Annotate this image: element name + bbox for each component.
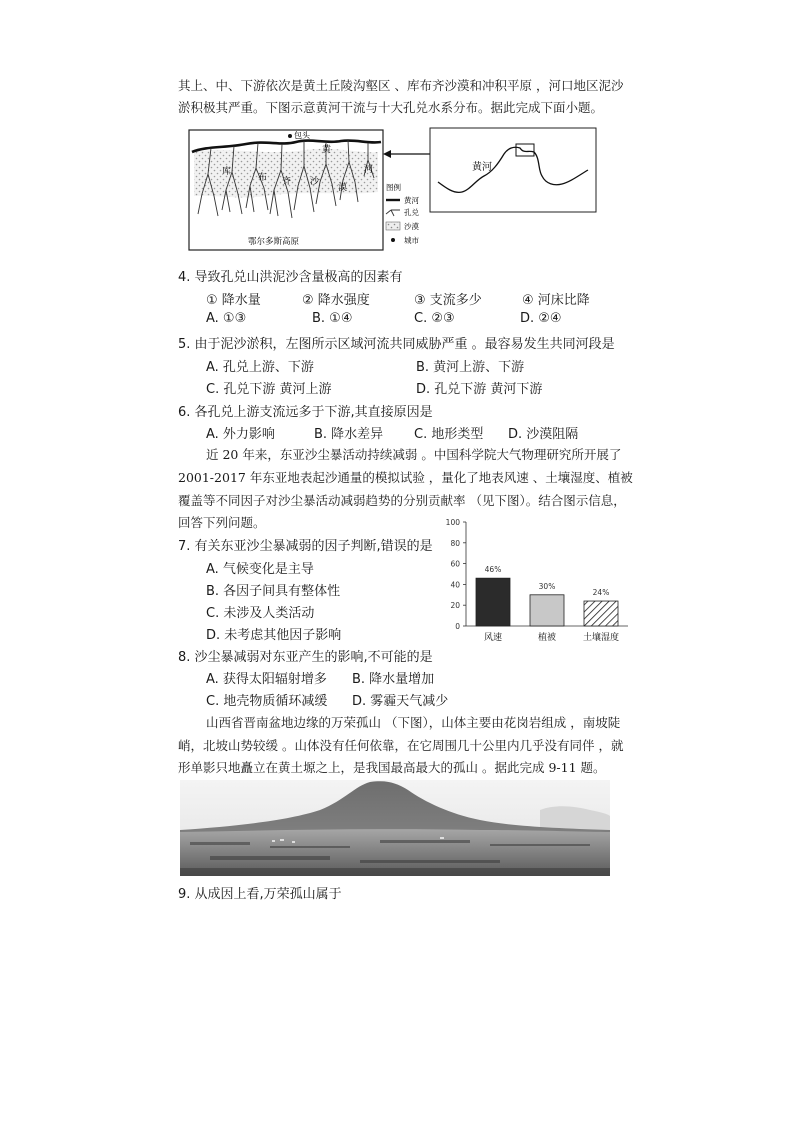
question-8-stem: 8. 沙尘暴减弱对东亚产生的影响,不可能的是 <box>178 650 433 665</box>
y-tick-label: 100 <box>445 518 460 527</box>
q4-item-3: ③ 支流多少 <box>414 293 482 308</box>
q4-choice-a[interactable]: A. ①③ <box>206 311 247 326</box>
legend-river: 黄河 <box>404 196 419 205</box>
map-legend <box>386 182 419 245</box>
q7-choice-c[interactable]: C. 未涉及人类活动 <box>206 606 315 621</box>
y-tick-label: 20 <box>450 601 460 611</box>
question-9-stem: 9. 从成因上看,万荣孤山属于 <box>178 887 342 902</box>
intro2-line4: 回答下列问题。 <box>178 515 266 530</box>
mountain-illustration <box>180 780 610 876</box>
question-5-stem: 5. 由于泥沙淤积，左图所示区域河流共同威胁严重 。最容易发生共同河段是 <box>178 337 615 352</box>
q6-choice-d[interactable]: D. 沙漠阻隔 <box>508 427 579 442</box>
inset-river-label: 黄河 <box>472 162 492 173</box>
plateau-label: 鄂尔多斯高原 <box>248 237 300 247</box>
category-label: 土壤湿度 <box>582 633 620 643</box>
bar-2 <box>530 595 564 626</box>
bar-3 <box>584 601 618 626</box>
intro3-line2: 峭，北坡山势较缓 。山体没有任何依靠，在它周围几十公里内几乎没有同伴 ，就 <box>178 738 624 753</box>
q5-choice-b[interactable]: B. 黄河上游、下游 <box>416 360 525 375</box>
q5-choice-c[interactable]: C. 孔兑下游 黄河上游 <box>206 382 332 397</box>
intro3-line3: 形单影只地矗立在黄土塬之上，是我国最高最大的孤山 。据此完成 9-11 题。 <box>178 760 606 775</box>
q7-choice-b[interactable]: B. 各因子间具有整体性 <box>206 584 341 599</box>
y-tick-label: 0 <box>455 622 460 631</box>
q7-choice-d[interactable]: D. 未考虑其他因子影响 <box>206 628 342 643</box>
q8-choice-a[interactable]: A. 获得太阳辐射增多 <box>206 672 327 687</box>
q6-choice-a[interactable]: A. 外力影响 <box>206 427 275 442</box>
desert-char-5: 漠 <box>338 183 348 193</box>
city-label-baotou: 包头 <box>294 131 310 140</box>
yellow-river-map-figure <box>186 124 598 254</box>
bar-value-label: 30% <box>538 581 556 591</box>
q5-choice-d[interactable]: D. 孔兑下游 黄河下游 <box>416 382 543 397</box>
q4-item-1: ① 降水量 <box>206 293 261 308</box>
legend-desert: 沙漠 <box>404 222 419 231</box>
category-label: 植被 <box>537 633 557 643</box>
legend-kongdui: 孔兑 <box>404 208 419 217</box>
bar-chart-svg <box>436 512 636 652</box>
q4-choice-b[interactable]: B. ①④ <box>312 311 353 326</box>
desert-char-3: 齐 <box>282 177 292 187</box>
intro2-line2: 2001-2017 年东亚地表起沙通量的模拟试验 ，量化了地表风速 、土壤湿度、植被 <box>178 470 633 485</box>
q8-choice-d[interactable]: D. 雾霾天气减少 <box>352 694 449 709</box>
dust-factor-chart <box>436 512 636 652</box>
question-4-stem: 4. 导致孔兑山洪泥沙含量极高的因素有 <box>178 270 403 285</box>
bar-1 <box>476 578 510 626</box>
intro1-line2: 淤积极其严重。下图示意黄河干流与十大孔兑水系分布。据此完成下面小题。 <box>178 100 604 115</box>
river-char-2: 河 <box>364 165 374 175</box>
intro3-line1: 山西省晋南盆地边缘的万荣孤山 （下图），山体主要由花岗岩组成 ，南坡陡 <box>206 715 621 730</box>
q4-choice-d[interactable]: D. ②④ <box>520 311 562 326</box>
q4-item-4: ④ 河床比降 <box>522 293 590 308</box>
desert-char-2: 布 <box>258 173 268 183</box>
q4-item-2: ② 降水强度 <box>302 293 370 308</box>
baotou-city-dot <box>288 134 292 138</box>
question-7-stem: 7. 有关东亚沙尘暴减弱的因子判断,错误的是 <box>178 539 433 554</box>
q6-choice-c[interactable]: C. 地形类型 <box>414 427 484 442</box>
intro2-line1: 近 20 年来，东亚沙尘暴活动持续减弱 。中国科学院大气物理研究所开展了 <box>206 447 622 462</box>
legend-city: 城市 <box>404 236 419 245</box>
yellow-river-map <box>186 124 598 254</box>
category-label: 风速 <box>483 633 503 643</box>
intro2-line3: 覆盖等不同因子对沙尘暴活动减弱趋势的分别贡献率 （见下图）。结合图示信息， <box>178 493 626 508</box>
y-tick-label: 60 <box>450 559 460 569</box>
desert-char-4: 沙 <box>310 177 320 187</box>
y-tick-label: 40 <box>450 580 460 590</box>
q6-choice-b[interactable]: B. 降水差异 <box>314 427 384 442</box>
inset-map-frame <box>430 128 596 212</box>
river-char-1: 黄 <box>322 145 332 155</box>
bar-value-label: 24% <box>592 588 610 598</box>
desert-char-1: 库 <box>222 167 232 177</box>
q8-choice-b[interactable]: B. 降水量增加 <box>352 672 435 687</box>
q7-choice-a[interactable]: A. 气候变化是主导 <box>206 562 314 577</box>
bar-value-label: 46% <box>484 565 502 575</box>
wanrong-mountain-photo <box>180 780 610 876</box>
q4-choice-c[interactable]: C. ②③ <box>414 311 455 326</box>
intro1-line1: 其上、中、下游依次是黄土丘陵沟壑区 、库布齐沙漠和冲积平原 ，河口地区泥沙 <box>178 78 624 93</box>
legend-title: 图例 <box>386 183 401 192</box>
q8-choice-c[interactable]: C. 地壳物质循环减缓 <box>206 694 328 709</box>
y-tick-label: 80 <box>450 538 460 548</box>
q5-choice-a[interactable]: A. 孔兑上游、下游 <box>206 360 314 375</box>
question-6-stem: 6. 各孔兑上游支流远多于下游,其直接原因是 <box>178 405 433 420</box>
